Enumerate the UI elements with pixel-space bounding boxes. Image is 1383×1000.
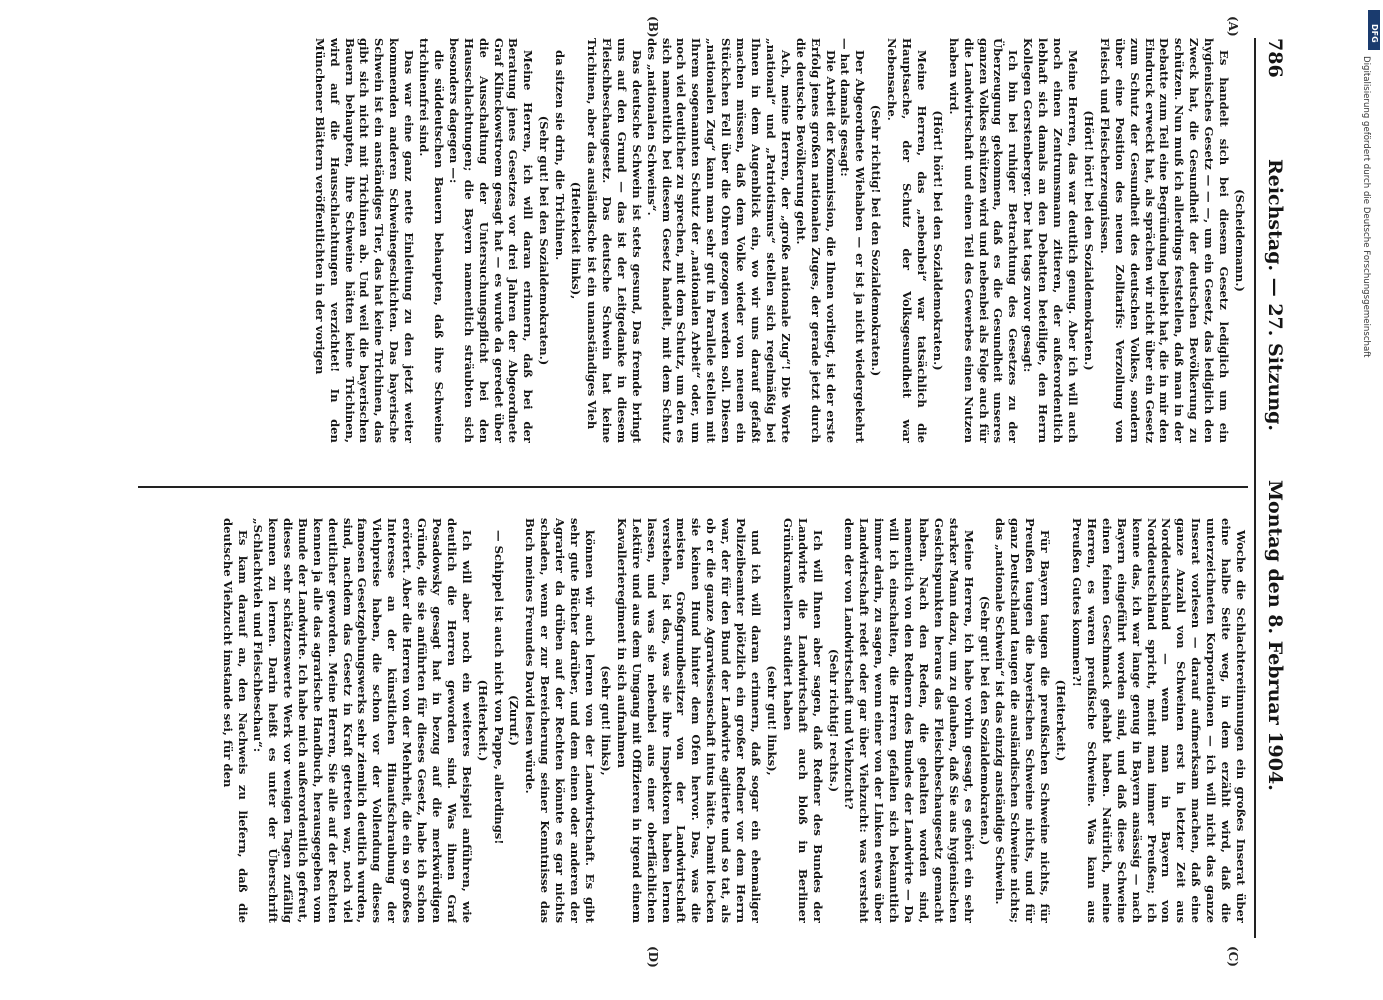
- interjection: (sehr gut! links),: [598, 665, 613, 776]
- paragraph: Für Bayern taugen die preußischen Schweine nichts, für Preußen taugen die bayerischen Schweine nichts, und für ganz Deutschland taugen die ausländischen Schweine nichts; das „nationale Schwein“ ist das einzig anständige Schwein.: [993, 518, 1053, 923]
- margin-marker-a: (A): [1226, 16, 1240, 37]
- paragraph: Meine Herren, ich habe vorhin gesagt, es gehört ein sehr starker Mann dazu, um zu glauben, daß Sie aus hygienischen Gesichtspunkten heraus das Fleischbeschaugesetz gemacht haben. Nach den Reden, die gehalten worden sind, namentlich von den Rednern des Bundes der Landwirte — Da will ich einschalten, die Herren gefallen sich bekanntlich immer darin, zu sagen, wenn einer von der Linken etwas über Landwirtschaft redet oder gar über Viehzucht: was versteht denn der von Landwirtschaft und Viehzucht?: [842, 518, 976, 923]
- running-header: [1254, 10, 1300, 965]
- interjection: (Sehr richtig! bei den Sozialdemokraten.): [869, 104, 884, 377]
- interjection: (Hört! hört! bei den Sozialdemokraten.): [1081, 110, 1096, 371]
- left-column: [138, 38, 1248, 443]
- paragraph: Woche die Schlachtereiinnungen ein großes Inserat über eine halbe Seite weg, in dem erzählt wird, daß die unterzeichneten Korporationen — ich will nicht das ganze Inserat vorlesen — darauf aufmerksam machen, daß eine ganze Anzahl von Schweinen erst in letzter Zeit aus Norddeutschland — wenn man in Bayern von Norddeutschland spricht, meint man immer Preußen; ich kenne das, ich war lange genug in Bayern ansässig — nach Bayern eingeführt worden sind, und daß diese Schweine einen feinen Geschmack gehabt haben. Natürlich, meine Herren, es waren preußische Schweine. Was kann aus Preußen Gutes kommen?!: [1070, 518, 1248, 923]
- interjection: (Sehr richtig! rechts.): [826, 648, 841, 793]
- margin-marker-c: (C): [1226, 946, 1240, 967]
- paragraph: Der Abgeordnete Wiehaben — er ist ja nicht wiedergekehrt — hat damals gesagt:: [838, 38, 868, 443]
- quotation: Ich bin bei ruhiger Betrachtung des Gesetzes zu der Überzeugung gekommen, daß es die Gesundheit unseres ganzen Volkes schützen wird und nebenbei als Folge auch für die Landwirtschaft und einen Teil des Gewerbes einen Nutzen haben wird.: [946, 38, 1021, 443]
- interjection: (Hört! hört! bei den Sozialdemokraten.): [930, 110, 945, 371]
- paragraph: — Schippel ist auch nicht von Pappe, allerdings!: [491, 530, 506, 845]
- interjection: (Heiterkeit links),: [569, 181, 584, 300]
- margin-marker-d: (D): [646, 946, 660, 968]
- column-rule: [138, 486, 1248, 488]
- paragraph: Es handelt sich bei diesem Gesetz lediglich um ein hygienisches Gesetz — — —, um ein Gesetz, das lediglich den Zweck hat, die Gesundheit der deutschen Bevölkerung zu schützen. Nun muß ich allerdings feststellen, daß man in der Debatte zum Teil eine Begründung beliebt hat, die in mir den Eindruck erweckt hat, als sprächen wir nicht über ein Gesetz zum Schutz der Gesundheit des deutschen Volkes, sondern über eine Position des neuen Zolltarifs: Verzollung von Fleisch und Fleischerzeugnissen.: [1097, 38, 1232, 443]
- interjection: (sehr gut! links),: [764, 665, 779, 776]
- margin-marker-b: (B): [646, 16, 660, 38]
- paragraph: Ich will aber noch ein weiteres Beispiel anführen, wie deutlich die Herren geworden sind. Was ihnen Graf Posadowsky gesagt hat in bezug auf die merkwürdigen Gründe, die sie anführten für dieses Gesetz, habe ich schon erörtert. Aber die Herren von der Mehrheit, die ein so großes Interesse an der künstlichen Hinaufschraubung der Viehpreise haben, die schon vor der Vollendung dieses famosen Gesetzgebungswerks sehr ziemlich deutlich wurden, sind, nachdem das Gesetz in Kraft getreten war, noch viel deutlicher geworden. Meine Herren, Sie alle auf der Rechten kennen ja alle das agrarische Handbuch, herausgegeben vom Bunde der Landwirte. Ich habe mich außerordentlich gefreut, dieses sehr schätzenswerte Werk vor wenigen Tagen zufällig kennen zu lernen. Darin heißt es unter der Überschrift „Schlachtvieh und Fleischbeschau“:: [251, 518, 474, 923]
- paragraph: Das war eine ganz nette Einleitung zu den jetzt weiter kommenden anderen Schweinegeschichten. Das bayerische Schwein ist ein anständiges Tier, das hat keine Trichinen, das gibt sich nicht mit Trichinen ab. Und weil die bayerischen Bauern behaupten, ihre Schweine hätten keine Trichinen, wird auf die Hausschlachtungen verzichtet! In den Münchener Blättern veröffentlichten in der vorigen: [312, 38, 417, 443]
- speaker-name: (Scheidemann.): [1233, 189, 1247, 292]
- quotation: Die Arbeit der Kommission, die Ihnen vorliegt, ist der erste Erfolg jenes großen nationalen Zuges, der gerade jetzt durch die deutsche Bevölkerung geht.: [793, 38, 838, 443]
- paragraph: Ach, meine Herren, der „große nationale Zug“! Die Worte „national“ und „Patriotismus“ stellen sich regelmäßig bei Ihnen in dem Augenblick ein, wo wir uns darauf gefaßt machen müssen, daß dem Volke wieder von neuem ein Stückchen Fell über die Ohren gezogen werden soll. Diesen „nationalen Zug“ kann man sehr gut in Parallele stellen mit Ihrem sogenannten Schutz der „nationalen Arbeit“ oder, um noch viel deutlicher zu sprechen, mit dem Schutz, um den es sich namentlich bei diesem Gesetz handelt, mit dem Schutz des „nationalen Schweins“.: [644, 38, 793, 443]
- interjection: (Heiterkeit.): [475, 679, 490, 762]
- paragraph: Meine Herren, das war deutlich genug. Aber ich will auch noch einen Zentrumsmann zitieren, der außerordentlich lebhaft sich damals an den Debatten beteiligte, den Herrn Kollegen Gerstenberger. Der hat tags zuvor gesagt:: [1021, 38, 1081, 443]
- funding-note: Digitalisierung gefördert durch die Deutsche Forschungsgemeinschaft: [1361, 56, 1371, 358]
- paragraph: Meine Herren, ich will daran erinnern, daß bei der Beratung jenes Gesetzes vor drei Jahren der Abgeordnete Graf Klinckowstroem gesagt hat — es wurde da geredet über die Ausschaltung der Untersuchungspflicht bei den Hausschlachtungen; die Bayern namentlich sträubten sich besonders dagegen —:: [446, 38, 536, 443]
- quotation: Es kam darauf an, den Nachweis zu liefern, daß die deutsche Viehzucht imstande sei, für den: [221, 518, 251, 923]
- interjection: (Heiterkeit.): [1054, 679, 1069, 762]
- interjection: (Sehr gut! bei den Sozialdemokraten.): [977, 595, 992, 846]
- paragraph: und ich will daran erinnern, daß sogar ein ehemaliger Polizeibeamter plötzlich ein großer Redner vor dem Herrn war, der für den Bund der Landwirte agitierte und so tat, als ob er die ganze Agrarwissenschaft intus hätte. Damit locken sie keinen Hund hinter dem Ofen hervor. Das, was die meisten Großgrundbesitzer von der Landwirtschaft verstehen, ist das, was sie ihre Inspektoren haben lernen lassen, und was sie nebenbei aus einer oberflächlichen Lektüre und aus dem Umgang mit Offizieren in irgend einem Kavallerieregiment in sich aufnahmen: [614, 518, 763, 923]
- page-number: 786: [1264, 38, 1286, 78]
- header-rule: [1254, 38, 1256, 938]
- paragraph: Ich will Ihnen aber sagen, daß Redner des Bundes der Landwirte die Landwirtschaft auch bloß in Berliner Grünkramkellern studiert haben: [780, 518, 825, 923]
- session-date: Montag den 8. Februar 1904.: [1264, 480, 1286, 791]
- interjection: (Zuruf.): [507, 694, 522, 746]
- right-column: [138, 518, 1248, 923]
- session-title: Reichstag. — 27. Sitzung.: [1264, 158, 1286, 432]
- paragraph: da sitzen sie drin, die Trichinen.: [553, 50, 568, 261]
- paragraph: Meine Herren, das „nebenbei“ war tatsächlich die Hauptsache, der Schutz der Volksgesundheit war Nebensache.: [885, 38, 929, 443]
- interjection: (Sehr gut! bei den Sozialdemokraten.): [537, 115, 552, 366]
- dfg-logo: DFG: [1368, 10, 1380, 50]
- paragraph: können wir auch lernen von der Landwirtschaft. Es gibt sehr gute Bücher darüber, und dem einen oder anderen der Agrarier da drüben auf der Rechten könnte es gar nichts schaden, wenn er zur Bereicherung seiner Kenntnisse das Buch meines Freundes David lesen würde.: [523, 518, 598, 923]
- paragraph: Das deutsche Schwein ist stets gesund, Das fremde bringt uns auf den Grund — das ist der Leitgedanke in diesem Fleischbeschaugesetz. Das deutsche Schwein hat keine Trichinen, aber das ausländische ist ein unanständiges Vieh: [585, 38, 644, 443]
- rotated-content: [50, 10, 1300, 968]
- quotation: die süddeutschen Bauern behaupten, daß ihre Schweine trichinenfrei sind.: [417, 38, 446, 443]
